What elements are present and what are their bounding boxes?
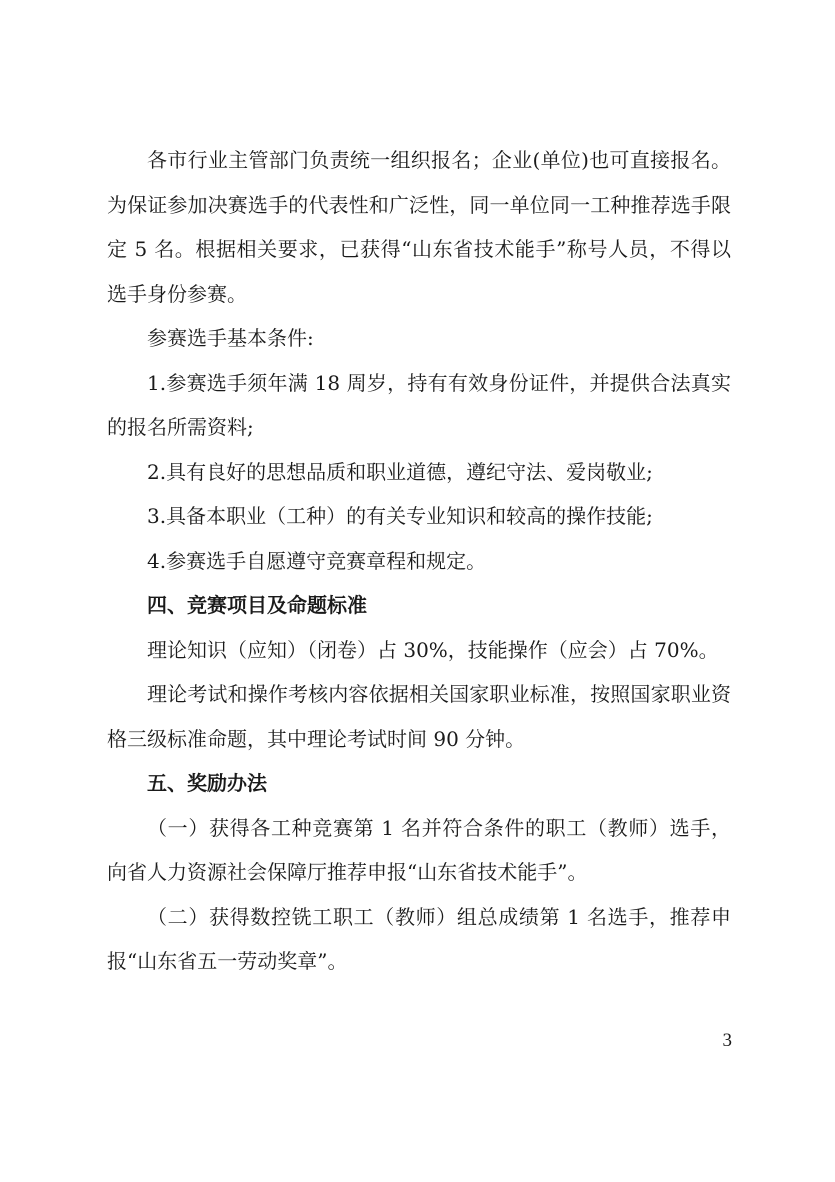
page-number: 3	[722, 1030, 732, 1051]
document-body	[107, 138, 731, 984]
section-heading-5: 五、奖励办法	[147, 771, 267, 795]
paragraph-condition-1: 1.参赛选手须年满 18 周岁，持有有效身份证件，并提供合法真实的报名所需资料;	[107, 370, 731, 439]
paragraph-award-1: （一）获得各工种竞赛第 1 名并符合条件的职工（教师）选手，向省人力资源社会保障厅推荐申报“山东省技术能手”。	[107, 815, 731, 884]
paragraph-condition-3: 3.具备本职业（工种）的有关专业知识和较高的操作技能;	[147, 504, 653, 528]
paragraph-condition-2: 2.具有良好的思想品质和职业道德，遵纪守法、爱岗敬业;	[147, 459, 653, 484]
paragraph-condition-4: 4.参赛选手自愿遵守竞赛章程和规定。	[147, 548, 487, 573]
paragraph-registration: 各市行业主管部门负责统一组织报名；企业(单位)也可直接报名。为保证参加决赛选手的代表性和广泛性，同一单位同一工种推荐选手限定 5 名。根据相关要求，已获得“山东省技术能手”称号人员，不得以选手身份参赛。	[107, 148, 731, 306]
paragraph-award-2: （二）获得数控铣工职工（教师）组总成绩第 1 名选手，推荐申报“山东省五一劳动奖章”。	[107, 904, 731, 973]
paragraph-exam-standard: 理论考试和操作考核内容依据相关国家职业标准，按照国家职业资格三级标准命题，其中理论考试时间 90 分钟。	[107, 682, 731, 751]
paragraph-score-weights: 理论知识（应知）（闭卷）占 30%，技能操作（应会）占 70%。	[147, 637, 719, 662]
section-heading-4: 四、竞赛项目及命题标准	[147, 593, 367, 617]
paragraph-conditions-intro: 参赛选手基本条件:	[147, 326, 314, 350]
